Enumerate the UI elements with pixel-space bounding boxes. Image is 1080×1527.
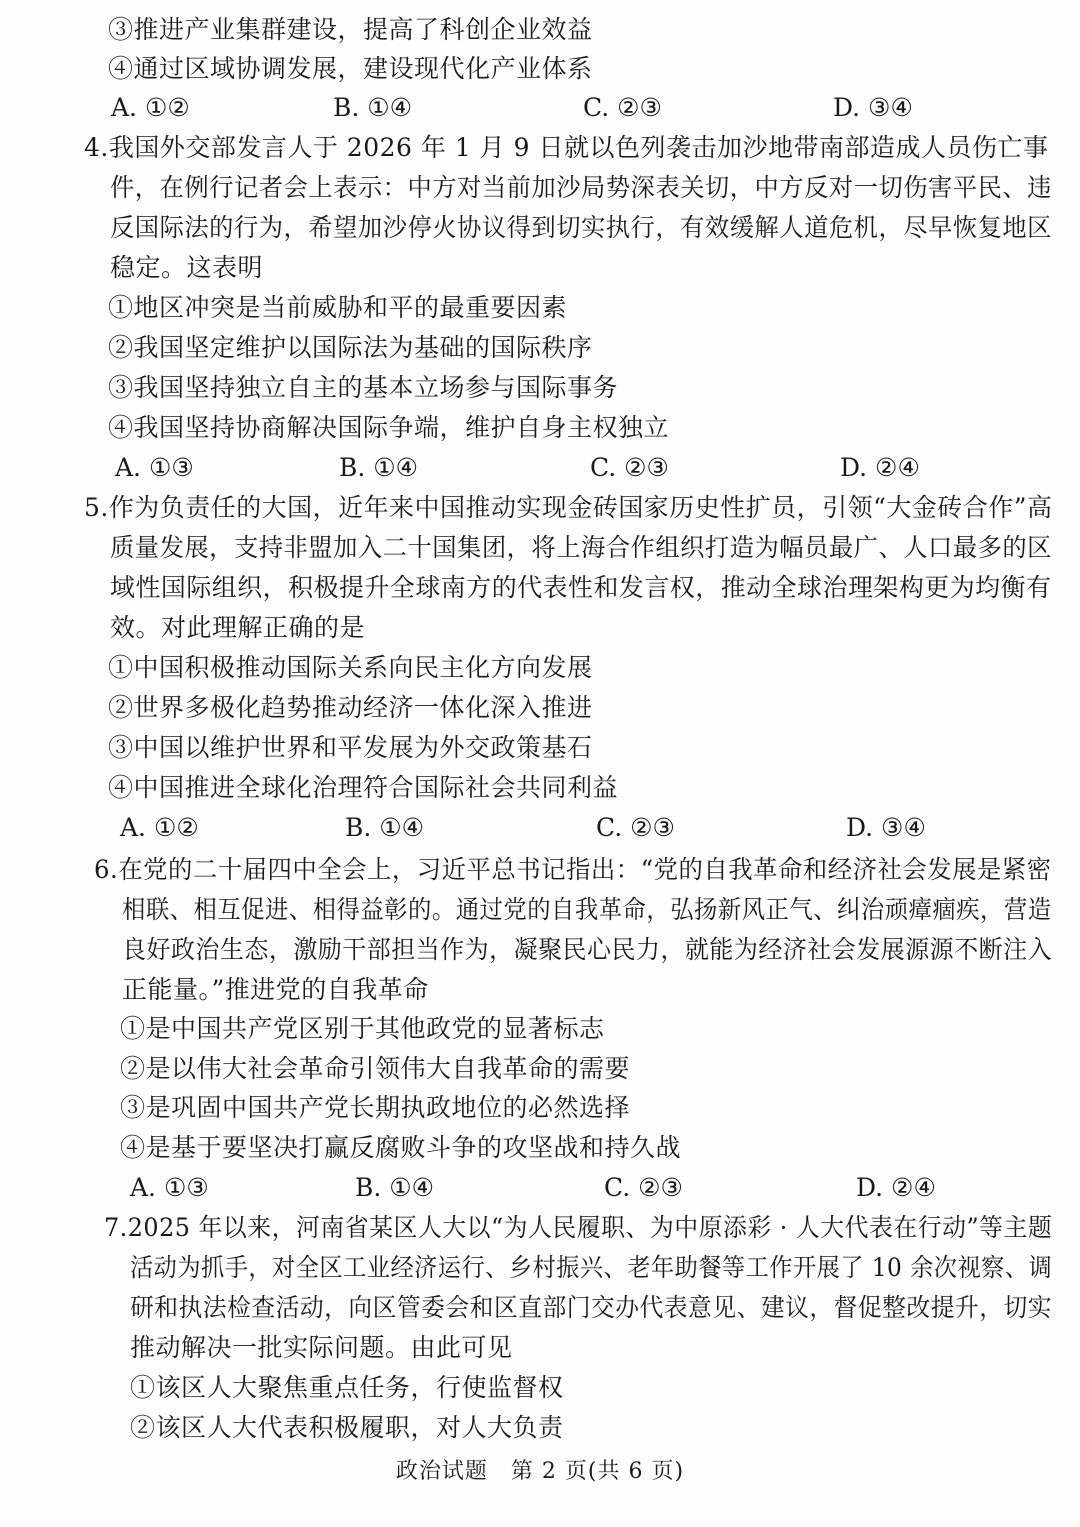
q7-item-2: ②该区人大代表积极履职，对人大负责 (130, 1413, 564, 1442)
q4-option-d: D. ②④ (840, 453, 920, 482)
q4-item-2: ②我国坚定维护以国际法为基础的国际秩序 (108, 333, 593, 362)
q6-option-a: A. ①③ (130, 1173, 209, 1202)
q4-stem-line: 4.我国外交部发言人于 2026 年 1 月 9 日就以色列袭击加沙地带南部造成人员伤亡事 (84, 133, 1049, 162)
q6-item-3: ③是巩固中国共产党长期执政地位的必然选择 (120, 1093, 631, 1122)
q7-item-1: ①该区人大聚焦重点任务，行使监督权 (130, 1373, 564, 1402)
q5-option-d: D. ③④ (846, 813, 926, 842)
q5-item-1: ①中国积极推动国际关系向民主化方向发展 (108, 653, 593, 682)
q5-item-2: ②世界多极化趋势推动经济一体化深入推进 (108, 693, 593, 722)
q4-option-a: A. ①③ (115, 453, 194, 482)
q6-stem-line: 正能量。”推进党的自我革命 (122, 975, 429, 1004)
q5-item-3: ③中国以维护世界和平发展为外交政策基石 (108, 733, 593, 762)
q5-option-a: A. ①② (120, 813, 199, 842)
q5-option-b: B. ①④ (345, 813, 425, 842)
q4-option-c: C. ②③ (590, 453, 669, 482)
q4-item-3: ③我国坚持独立自主的基本立场参与国际事务 (108, 373, 619, 402)
q7-stem-line: 研和执法检查活动，向区管委会和区直部门交办代表意见、建议，督促整改提升，切实 (130, 1293, 1053, 1322)
q3-option-c: C. ②③ (583, 93, 662, 122)
q6-option-d: D. ②④ (856, 1173, 936, 1202)
q4-item-1: ①地区冲突是当前威胁和平的最重要因素 (108, 293, 568, 322)
q4-option-b: B. ①④ (339, 453, 419, 482)
q6-stem-line: 良好政治生态，激励干部担当作为，凝聚民心民力，就能为经济社会发展源源不断注入 (122, 935, 1053, 964)
q4-stem-line: 反国际法的行为，希望加沙停火协议得到切实执行，有效缓解人道危机，尽早恢复地区 (110, 213, 1052, 242)
q3-item-4: ④通过区域协调发展，建设现代化产业体系 (108, 54, 593, 83)
q6-option-c: C. ②③ (604, 1173, 683, 1202)
q4-stem-line: 件，在例行记者会上表示：中方对当前加沙局势深表关切，中方反对一切伤害平民、违 (110, 173, 1052, 202)
q6-item-4: ④是基于要坚决打赢反腐败斗争的攻坚战和持久战 (120, 1133, 682, 1162)
q5-stem-line: 域性国际组织，积极提升全球南方的代表性和发言权，推动全球治理架构更为均衡有 (110, 573, 1052, 602)
q7-stem-line: 活动为抓手，对全区工业经济运行、乡村振兴、老年助餐等工作开展了 10 余次视察、调 (130, 1253, 1053, 1282)
q7-stem-line: 7.2025 年以来，河南省某区人大以“为人民履职、为中原添彩 · 人大代表在行动”等主题 (104, 1213, 1053, 1242)
q3-item-3: ③推进产业集群建设，提高了科创企业效益 (108, 15, 593, 44)
q5-item-4: ④中国推进全球化治理符合国际社会共同利益 (108, 773, 619, 802)
q5-option-c: C. ②③ (596, 813, 675, 842)
q5-stem-line: 质量发展，支持非盟加入二十国集团，将上海合作组织打造为幅员最广、人口最多的区 (110, 533, 1052, 562)
q6-stem-line: 6.在党的二十届四中全会上，习近平总书记指出：“党的自我革命和经济社会发展是紧密 (94, 855, 1052, 884)
q6-item-2: ②是以伟大社会革命引领伟大自我革命的需要 (120, 1054, 631, 1083)
q6-stem-line: 相联、相互促进、相得益彰的。通过党的自我革命，弘扬新风正气、纠治顽瘴痼疾，营造 (122, 895, 1052, 924)
q6-option-b: B. ①④ (355, 1173, 435, 1202)
q6-item-1: ①是中国共产党区别于其他政党的显著标志 (120, 1014, 605, 1043)
page-footer: 政治试题 第 2 页(共 6 页) (395, 1459, 685, 1484)
q7-stem-line: 推动解决一批实际问题。由此可见 (130, 1333, 513, 1362)
q5-stem-line: 5.作为负责任的大国，近年来中国推动实现金砖国家历史性扩员，引领“大金砖合作”高 (84, 493, 1053, 522)
q3-option-d: D. ③④ (833, 93, 913, 122)
q3-option-a: A. ①② (111, 93, 190, 122)
q4-item-4: ④我国坚持协商解决国际争端，维护自身主权独立 (108, 413, 670, 442)
q5-stem-line: 效。对此理解正确的是 (110, 613, 366, 642)
q4-stem-line: 稳定。这表明 (110, 253, 264, 282)
q3-option-b: B. ①④ (333, 93, 413, 122)
